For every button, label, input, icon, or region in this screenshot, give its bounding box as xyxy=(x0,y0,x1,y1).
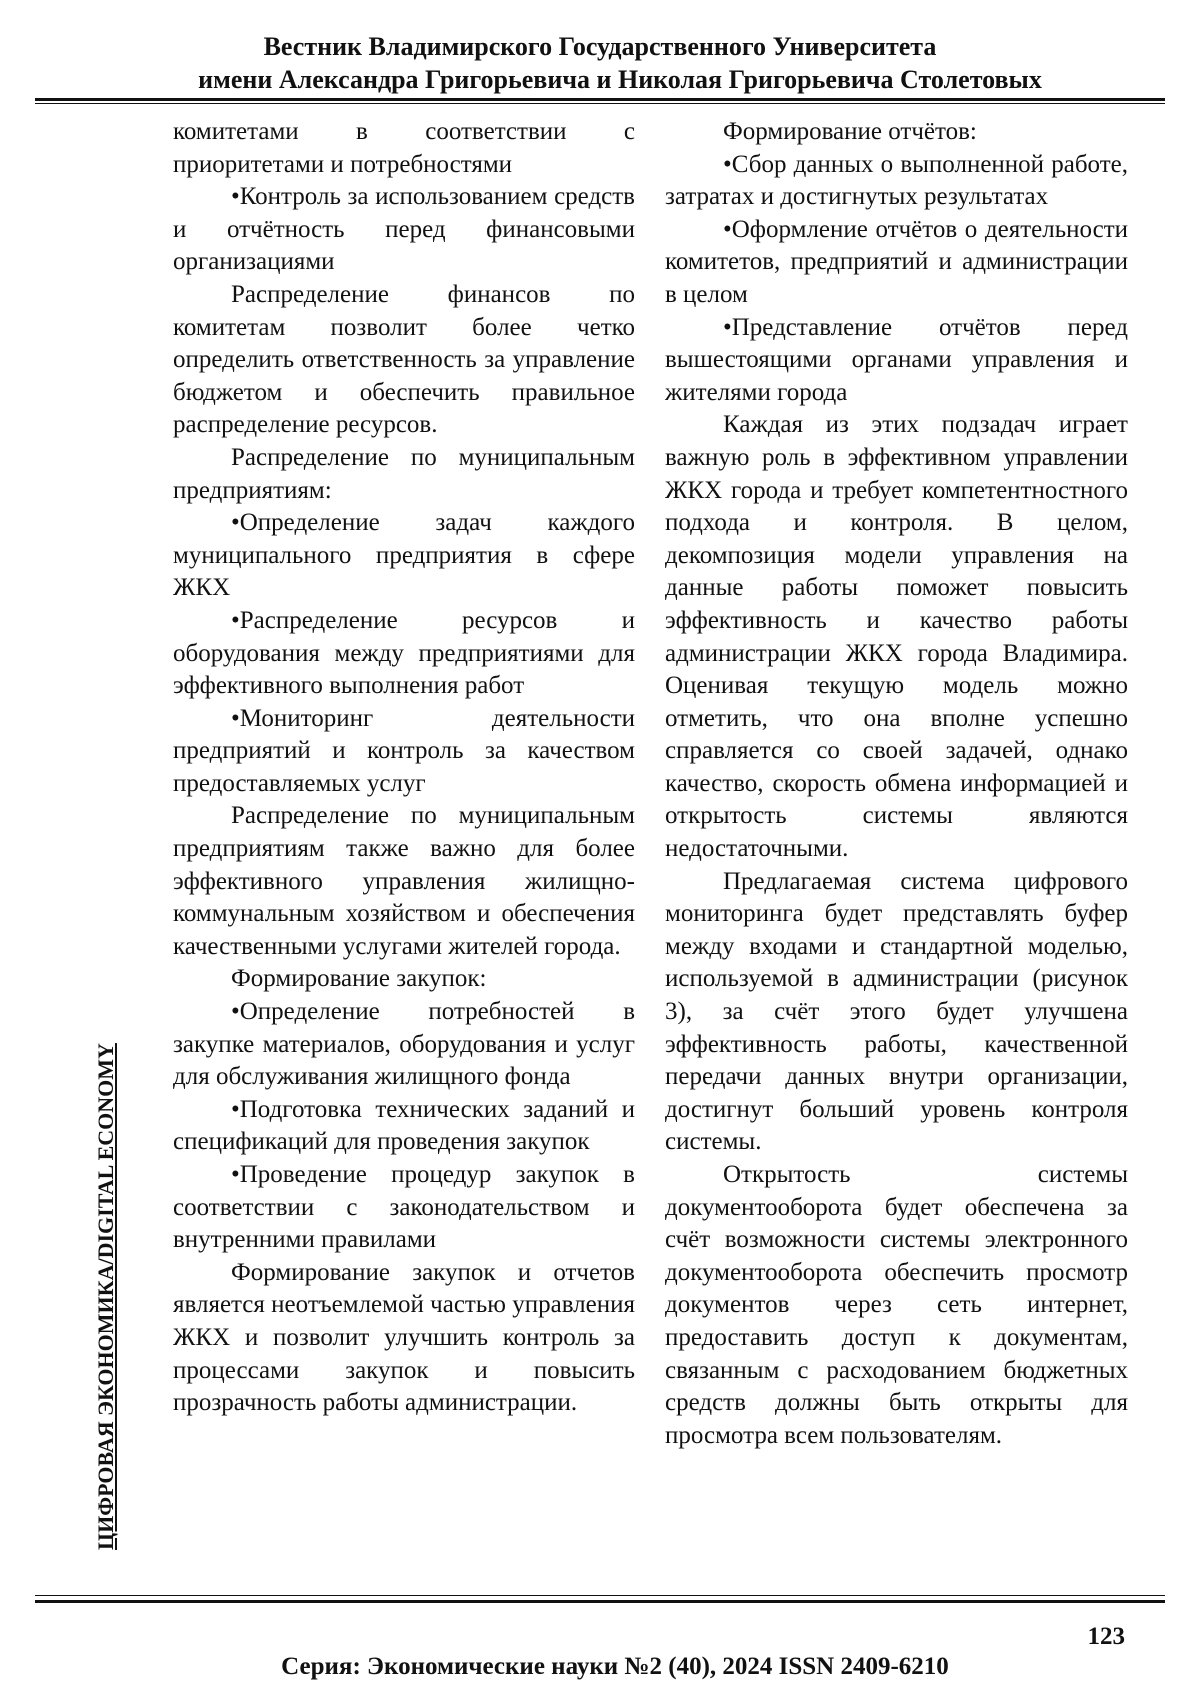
series-footer: Серия: Экономические науки №2 (40), 2024 ISSN 2409-6210 xyxy=(281,1653,949,1680)
paragraph: Распределение по муниципальным предприятиям: xyxy=(173,443,635,504)
journal-title-line1: Вестник Владимирского Государственного Университета xyxy=(263,32,937,61)
header-rule-thick xyxy=(35,98,1165,101)
header-rule-thin xyxy=(35,103,1165,104)
bullet-item: •Определение потребностей в закупке материалов, оборудования и услуг для обслуживания жилищного фонда xyxy=(173,998,635,1091)
paragraph: комитетами в соответствии с приоритетами и потребностями xyxy=(173,118,635,178)
right-column xyxy=(665,116,1128,1452)
footer-rule-thin xyxy=(35,1595,1165,1596)
page-number: 123 xyxy=(1087,1623,1125,1650)
bullet-item: •Определение задач каждого муниципального предприятия в сфере ЖКХ xyxy=(173,509,635,602)
bullet-item: •Контроль за использованием средств и отчётность перед финансовыми организациями xyxy=(173,183,635,276)
bullet-item: •Представление отчётов перед вышестоящими органами управления и жителями города xyxy=(665,313,1128,406)
footer-rule-thick xyxy=(35,1600,1165,1603)
paragraph: Предлагаемая система цифрового мониторинга будет представлять буфер между входами и стандартной моделью, используемой в администрации (рисунок 3), за счёт этого будет улучшена эффективность работы, качественной передачи данных внутри организации, достигнут больший уровень контроля системы. xyxy=(665,867,1128,1156)
paragraph: Открытость системы документооборота будет обеспечена за счёт возможности системы электронного документооборота обеспечить просмотр документов через сеть интернет, предоставить доступ к документам, связанным с расходованием бюджетных средств должны быть открыты для просмотра всем пользователям. xyxy=(665,1161,1128,1449)
paragraph: Каждая из этих подзадач играет важную роль в эффективном управлении ЖКХ города и требует компетентностного подхода и контроля. В целом, декомпозиция модели управления на данные работы поможет повысить эффективность и качество работы администрации ЖКХ города Владимира. Оценивая текущую модель можно отметить, что она вполне успешно справляется со своей задачей, однако качество, скорость обмена информацией и открытость системы являются недостаточными. xyxy=(665,411,1128,863)
paragraph: Формирование закупок и отчетов является неотъемлемой частью управления ЖКХ и позволит улучшить контроль за процессами закупок и повысить прозрачность работы администрации. xyxy=(173,1258,635,1417)
paragraph: Распределение по муниципальным предприятиям также важно для более эффективного управления жилищно-коммунальным хозяйством и обеспечения качественными услугами жителей города. xyxy=(173,802,635,960)
bullet-item: •Подготовка технических заданий и спецификаций для проведения закупок xyxy=(173,1095,635,1156)
journal-title-line2: имени Александра Григорьевича и Николая Григорьевича Столетовых xyxy=(198,65,1042,94)
paragraph: Формирование закупок: xyxy=(231,965,487,993)
paragraph: Формирование отчётов: xyxy=(723,118,977,145)
bullet-item: •Распределение ресурсов и оборудования между предприятиями для эффективного выполнения работ xyxy=(173,606,635,700)
paragraph: Распределение финансов по комитетам позволит более четко определить ответственность за управление бюджетом и обеспечить правильное распределение ресурсов. xyxy=(173,280,635,439)
side-section-label: ЦИФРОВАЯ ЭКОНОМИКА/DIGITAL ECONOMY xyxy=(93,1043,118,1550)
bullet-item: •Мониторинг деятельности предприятий и контроль за качеством предоставляемых услуг xyxy=(173,704,635,797)
journal-header xyxy=(0,30,1200,96)
left-column xyxy=(173,116,635,1420)
bullet-item: •Сбор данных о выполненной работе, затратах и достигнутых результатах xyxy=(665,150,1128,211)
bullet-item: •Проведение процедур закупок в соответствии с законодательством и внутренними правилами xyxy=(173,1161,635,1254)
bullet-item: •Оформление отчётов о деятельности комитетов, предприятий и администрации в целом xyxy=(665,215,1128,308)
